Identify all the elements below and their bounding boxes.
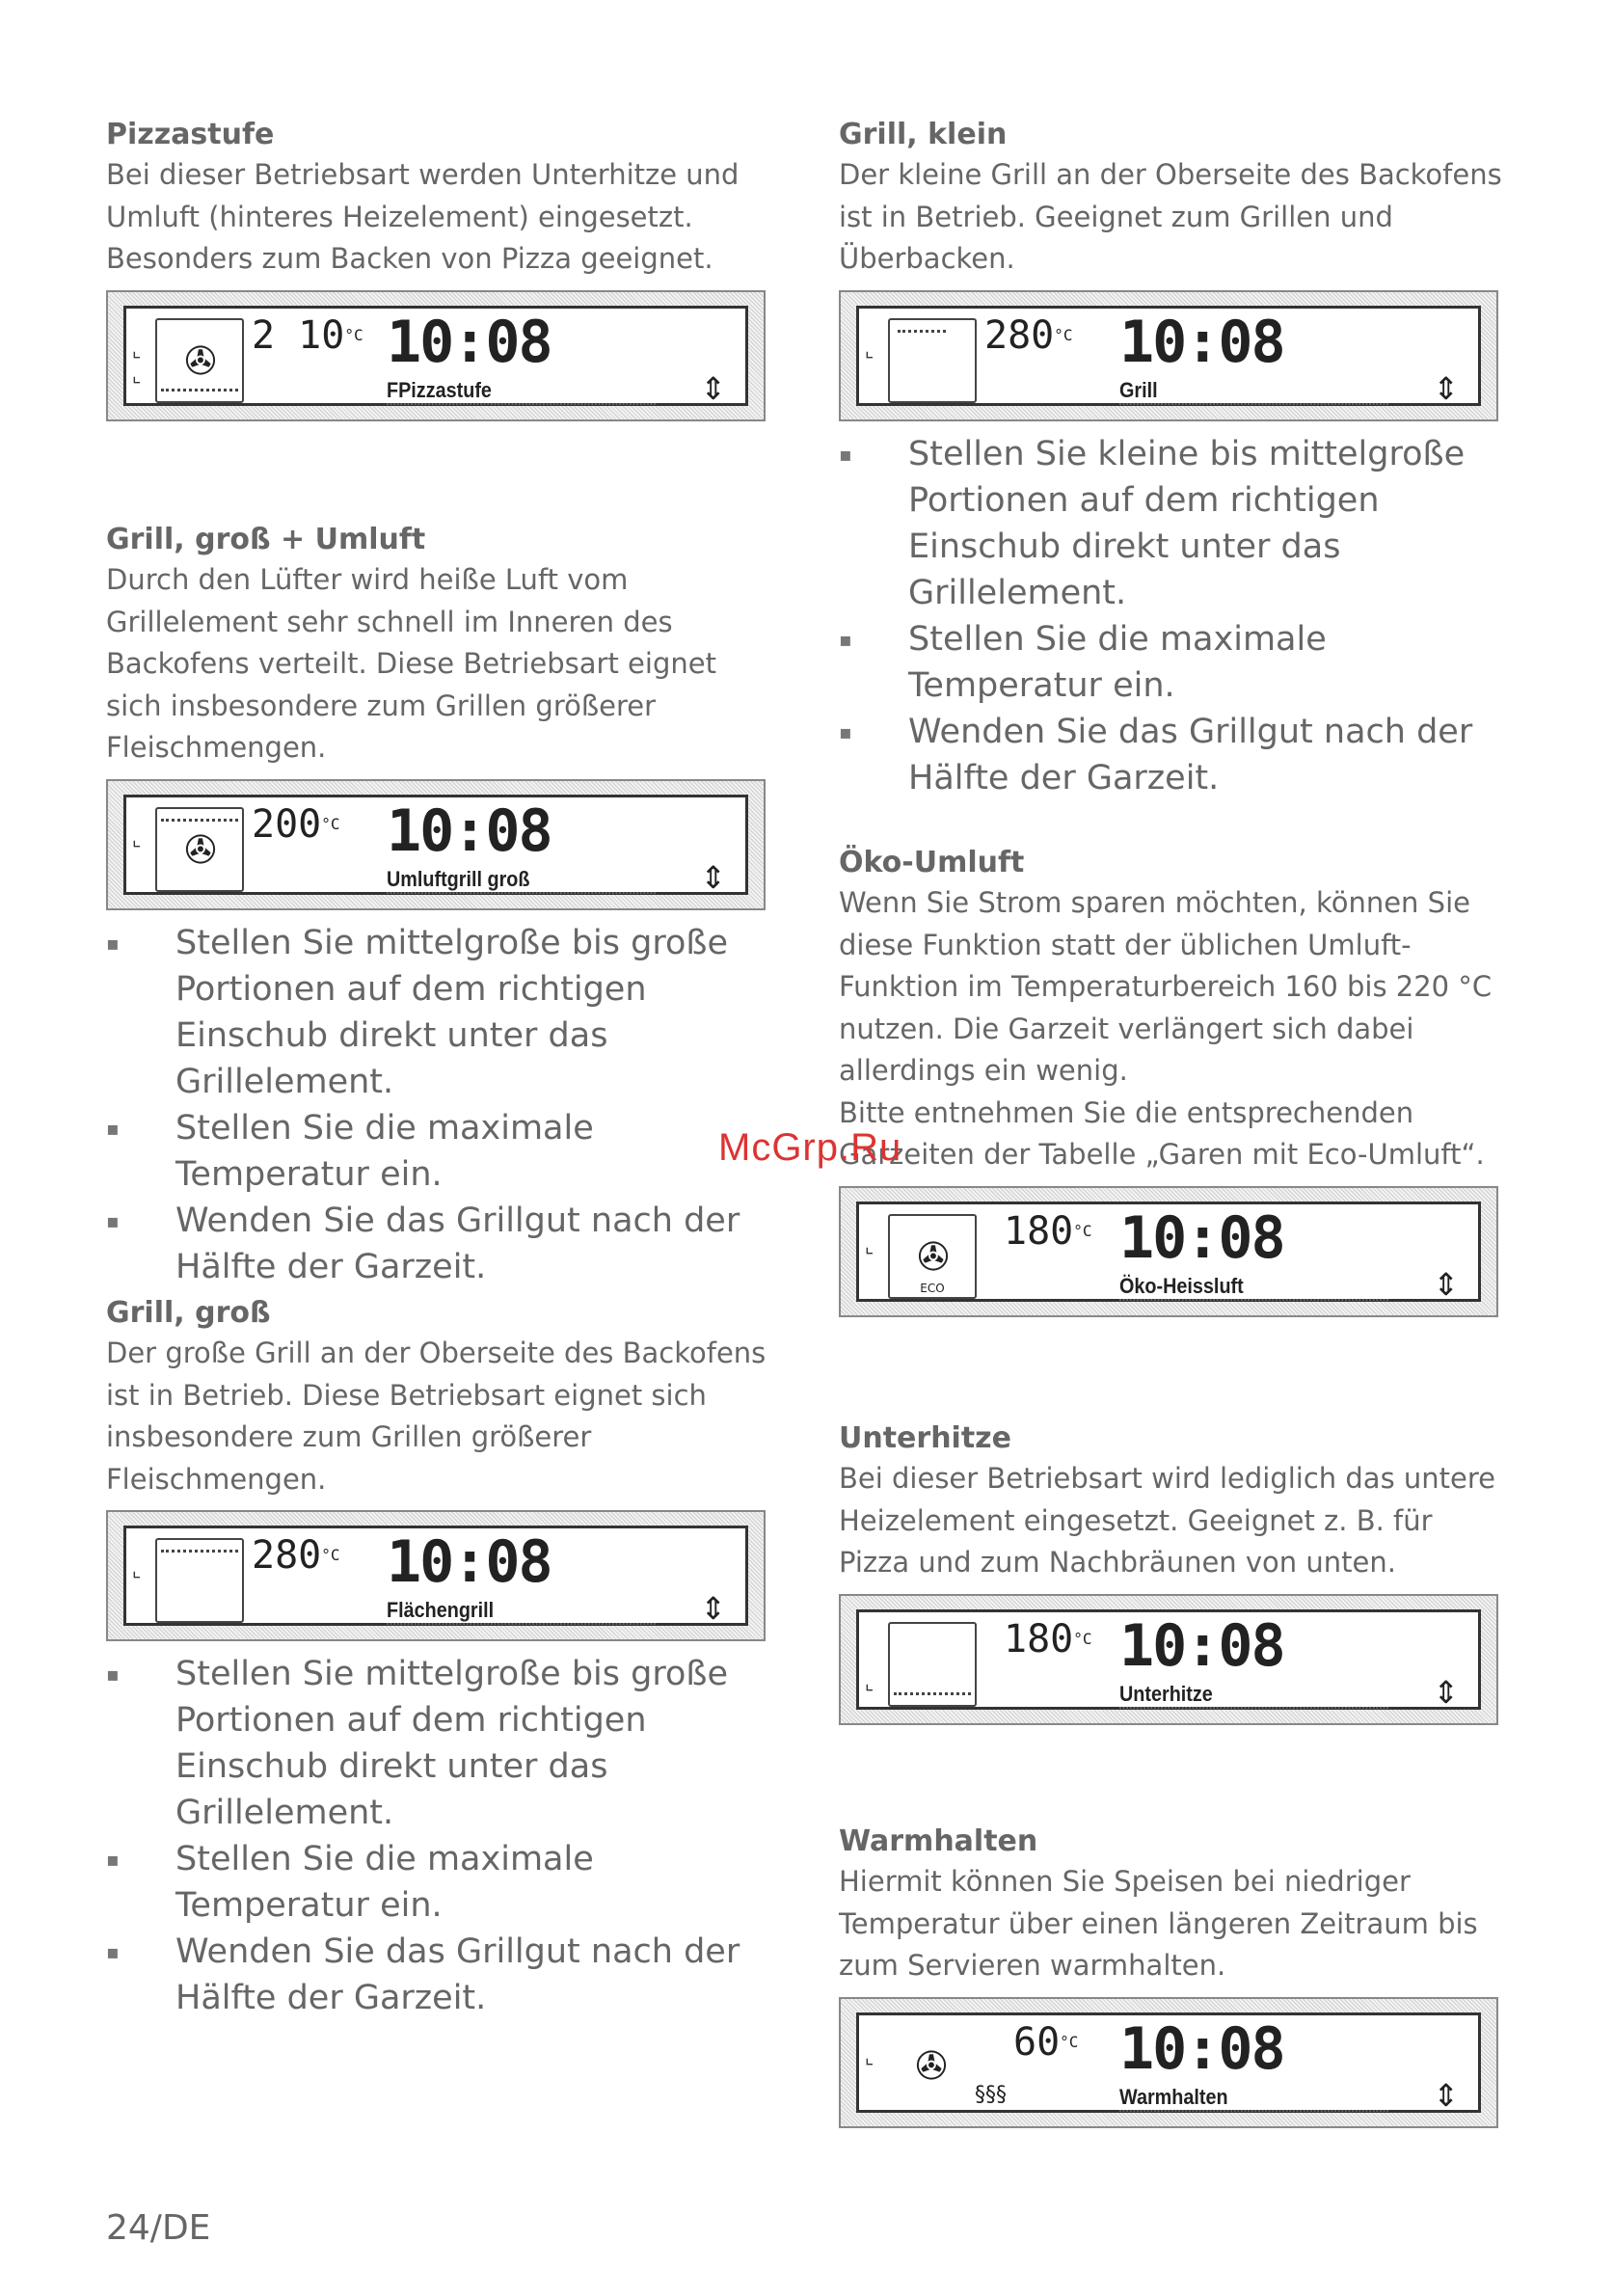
shelf-level-icon: ⌞ — [865, 338, 874, 362]
oven-cavity-icon — [888, 1214, 977, 1299]
clock-readout: 10:08 — [1119, 308, 1284, 376]
display-screen — [856, 1609, 1481, 1710]
temperature-value: 200 — [252, 801, 322, 847]
section-description: Wenn Sie Strom sparen möchten, können Sie diese Funktion statt der üblichen Umluft-Funktion im Temperaturbereich 160 bis 220 °C nutzen. Die Garzeit verlängert sich dabei allerdings ein wenig. — [839, 886, 1493, 1087]
bullet-icon: ▪ — [839, 719, 852, 743]
section-unterhitze — [839, 1419, 1504, 1725]
temperature-unit: °C — [321, 814, 340, 833]
right-column — [839, 116, 1504, 2141]
list-item: ▪ Stellen Sie die maximale Temperatur ein. — [839, 616, 1504, 709]
temperature-unit: °C — [1060, 2032, 1079, 2051]
fan-icon: ✇ — [915, 2043, 948, 2089]
section-grill-klein — [839, 116, 1504, 801]
shelf-level-icon: ⌞ ⌞ — [132, 338, 142, 387]
bullet-icon: ▪ — [106, 1662, 120, 1686]
shelf-level-icon: ⌞ — [865, 1233, 874, 1257]
bullet-icon: ▪ — [106, 1208, 120, 1232]
temperature-value: 180 — [1004, 1208, 1074, 1254]
clock-readout: 10:08 — [387, 797, 551, 865]
fan-icon: ✇ — [184, 827, 217, 873]
mode-label: Umluftgrill groß — [387, 867, 656, 894]
oven-display — [839, 1594, 1498, 1725]
display-screen — [123, 306, 748, 406]
section-description: Hiermit können Sie Speisen bei niedriger Temperatur über einen längeren Zeitraum bis zum Servieren warmhalten. — [839, 1865, 1478, 1982]
eco-fan-icon: ✇ — [917, 1234, 950, 1280]
up-down-arrows-icon: ⇕ — [1433, 369, 1459, 407]
mode-label: FPizzastufe — [387, 378, 656, 405]
temperature-value: 60 — [1013, 2019, 1061, 2065]
shelf-level-icon: ⌞ — [865, 2044, 874, 2068]
section-description: Der große Grill an der Oberseite des Backofens ist in Betrieb. Diese Betriebsart eignet sich insbesondere zum Grillen größerer Fleischmengen. — [106, 1337, 767, 1496]
bullet-icon: ▪ — [106, 1116, 120, 1140]
mode-label: Warmhalten — [1119, 2085, 1388, 2112]
up-down-arrows-icon: ⇕ — [700, 1590, 726, 1627]
up-down-arrows-icon: ⇕ — [1433, 1673, 1459, 1711]
instruction-list — [106, 920, 771, 1290]
section-title: Grill, groß — [106, 1296, 271, 1330]
section-title: Grill, groß + Umluft — [106, 523, 426, 556]
temperature-value: 280 — [984, 312, 1055, 358]
top-heat-icon — [161, 811, 238, 822]
watermark: McGrp.Ru — [718, 1126, 902, 1169]
section-warmhalten — [839, 1823, 1504, 2128]
oven-display — [839, 1997, 1498, 2128]
mode-label: Unterhitze — [1119, 1682, 1388, 1709]
section-title: Öko-Umluft — [839, 846, 1025, 879]
bottom-heat-icon — [161, 389, 238, 397]
up-down-arrows-icon: ⇕ — [1433, 1265, 1459, 1303]
temperature-unit: °C — [1073, 1221, 1092, 1240]
clock-readout: 10:08 — [1119, 2014, 1284, 2083]
section-description: Bei dieser Betriebsart wird lediglich das untere Heizelement eingesetzt. Geeignet z. B. für Pizza und zum Nachbräunen von unten. — [839, 1462, 1495, 1579]
eco-label: ECO — [920, 1281, 945, 1295]
section-title: Grill, klein — [839, 118, 1008, 151]
up-down-arrows-icon: ⇕ — [1433, 2076, 1459, 2114]
list-item: ▪ Stellen Sie mittelgroße bis große Portionen auf dem richtigen Einschub direkt unter das Grillelement. — [106, 920, 771, 1105]
bullet-icon: ▪ — [839, 442, 852, 466]
temperature-readout — [1004, 1208, 1092, 1255]
oven-cavity-icon — [155, 318, 244, 403]
section-description: Durch den Lüfter wird heiße Luft vom Grillelement sehr schnell im Inneren des Backofens verteilt. Diese Betriebsart eignet sich insbesondere zum Grillen größerer Fleischmengen. — [106, 563, 716, 764]
temperature-readout — [1004, 1616, 1092, 1662]
shelf-level-icon: ⌞ — [865, 1670, 874, 1694]
shelf-level-icon: ⌞ — [132, 1558, 142, 1581]
section-pizzastufe — [106, 116, 771, 421]
temperature-unit: °C — [1073, 1629, 1092, 1648]
bullet-icon: ▪ — [106, 1940, 120, 1963]
mode-label: Grill — [1119, 378, 1388, 405]
clock-readout: 10:08 — [1119, 1203, 1284, 1272]
section-description: Bei dieser Betriebsart werden Unterhitze und Umluft (hinteres Heizelement) eingesetzt. Besonders zum Backen von Pizza geeignet. — [106, 158, 740, 275]
clock-readout: 10:08 — [387, 308, 551, 376]
heat-waves-icon: §§§ — [975, 2082, 1007, 2107]
bullet-icon: ▪ — [839, 627, 852, 651]
oven-display — [839, 290, 1498, 421]
oven-cavity-icon — [155, 1538, 244, 1623]
mode-label: Flächengrill — [387, 1598, 656, 1625]
mode-label: Öko-Heissluft — [1119, 1274, 1388, 1301]
list-item: ▪ Stellen Sie die maximale Temperatur ein. — [106, 1105, 771, 1198]
display-screen — [856, 1202, 1481, 1302]
oven-cavity-icon — [888, 2025, 977, 2110]
temperature-readout — [1013, 2019, 1078, 2066]
oven-display — [839, 1186, 1498, 1317]
up-down-arrows-icon: ⇕ — [700, 369, 726, 407]
display-screen — [123, 1526, 748, 1626]
bottom-heat-icon — [894, 1692, 971, 1701]
display-screen — [123, 795, 748, 895]
list-item: ▪ Wenden Sie das Grillgut nach der Hälfte der Garzeit. — [839, 709, 1504, 801]
small-top-heat-icon — [898, 322, 946, 333]
temperature-unit: °C — [344, 325, 363, 344]
oven-display — [106, 779, 766, 910]
top-heat-icon — [161, 1542, 238, 1553]
temperature-value: 180 — [1004, 1616, 1074, 1661]
up-down-arrows-icon: ⇕ — [700, 858, 726, 896]
oven-display — [106, 290, 766, 421]
clock-readout: 10:08 — [1119, 1611, 1284, 1680]
list-item: ▪ Stellen Sie die maximale Temperatur ein. — [106, 1836, 771, 1929]
temperature-readout — [252, 312, 363, 359]
oven-cavity-icon — [888, 1622, 977, 1707]
temperature-unit: °C — [1054, 325, 1073, 344]
temperature-readout — [984, 312, 1073, 359]
list-item: ▪ Stellen Sie mittelgroße bis große Portionen auf dem richtigen Einschub direkt unter das Grillelement. — [106, 1651, 771, 1836]
list-item: ▪ Wenden Sie das Grillgut nach der Hälfte der Garzeit. — [106, 1198, 771, 1290]
page-number: 24/DE — [106, 2208, 211, 2248]
temperature-readout — [252, 1532, 340, 1579]
bullet-icon: ▪ — [106, 1848, 120, 1871]
temperature-value: 280 — [252, 1533, 322, 1578]
bullet-icon: ▪ — [106, 931, 120, 955]
section-title: Pizzastufe — [106, 118, 275, 151]
section-grill-gross-umluft — [106, 521, 771, 1290]
temperature-value: 2 10 — [252, 312, 345, 358]
section-description: Der kleine Grill an der Oberseite des Backofens ist in Betrieb. Geeignet zum Grillen und Überbacken. — [839, 158, 1502, 275]
instruction-list — [839, 431, 1504, 801]
left-column — [106, 116, 771, 2141]
section-grill-gross — [106, 1294, 771, 2021]
section-oeko-umluft — [839, 844, 1504, 1317]
fan-icon: ✇ — [184, 338, 217, 384]
temperature-readout — [252, 801, 340, 848]
shelf-level-icon: ⌞ — [132, 826, 142, 851]
oven-cavity-icon — [888, 318, 977, 403]
temperature-unit: °C — [321, 1546, 340, 1564]
section-title: Unterhitze — [839, 1421, 1011, 1455]
list-item: ▪ Wenden Sie das Grillgut nach der Hälfte der Garzeit. — [106, 1929, 771, 2021]
instruction-list — [106, 1651, 771, 2021]
display-screen — [856, 2012, 1481, 2113]
section-note: Bitte entnehmen Sie die entsprechenden Garzeiten der Tabelle „Garen mit Eco-Umluft“. — [839, 1095, 1485, 1171]
oven-cavity-icon — [155, 807, 244, 892]
list-item: ▪ Stellen Sie kleine bis mittelgroße Portionen auf dem richtigen Einschub direkt unter das Grillelement. — [839, 431, 1504, 616]
oven-display — [106, 1510, 766, 1641]
display-screen — [856, 306, 1481, 406]
clock-readout: 10:08 — [387, 1528, 551, 1596]
section-title: Warmhalten — [839, 1824, 1038, 1858]
